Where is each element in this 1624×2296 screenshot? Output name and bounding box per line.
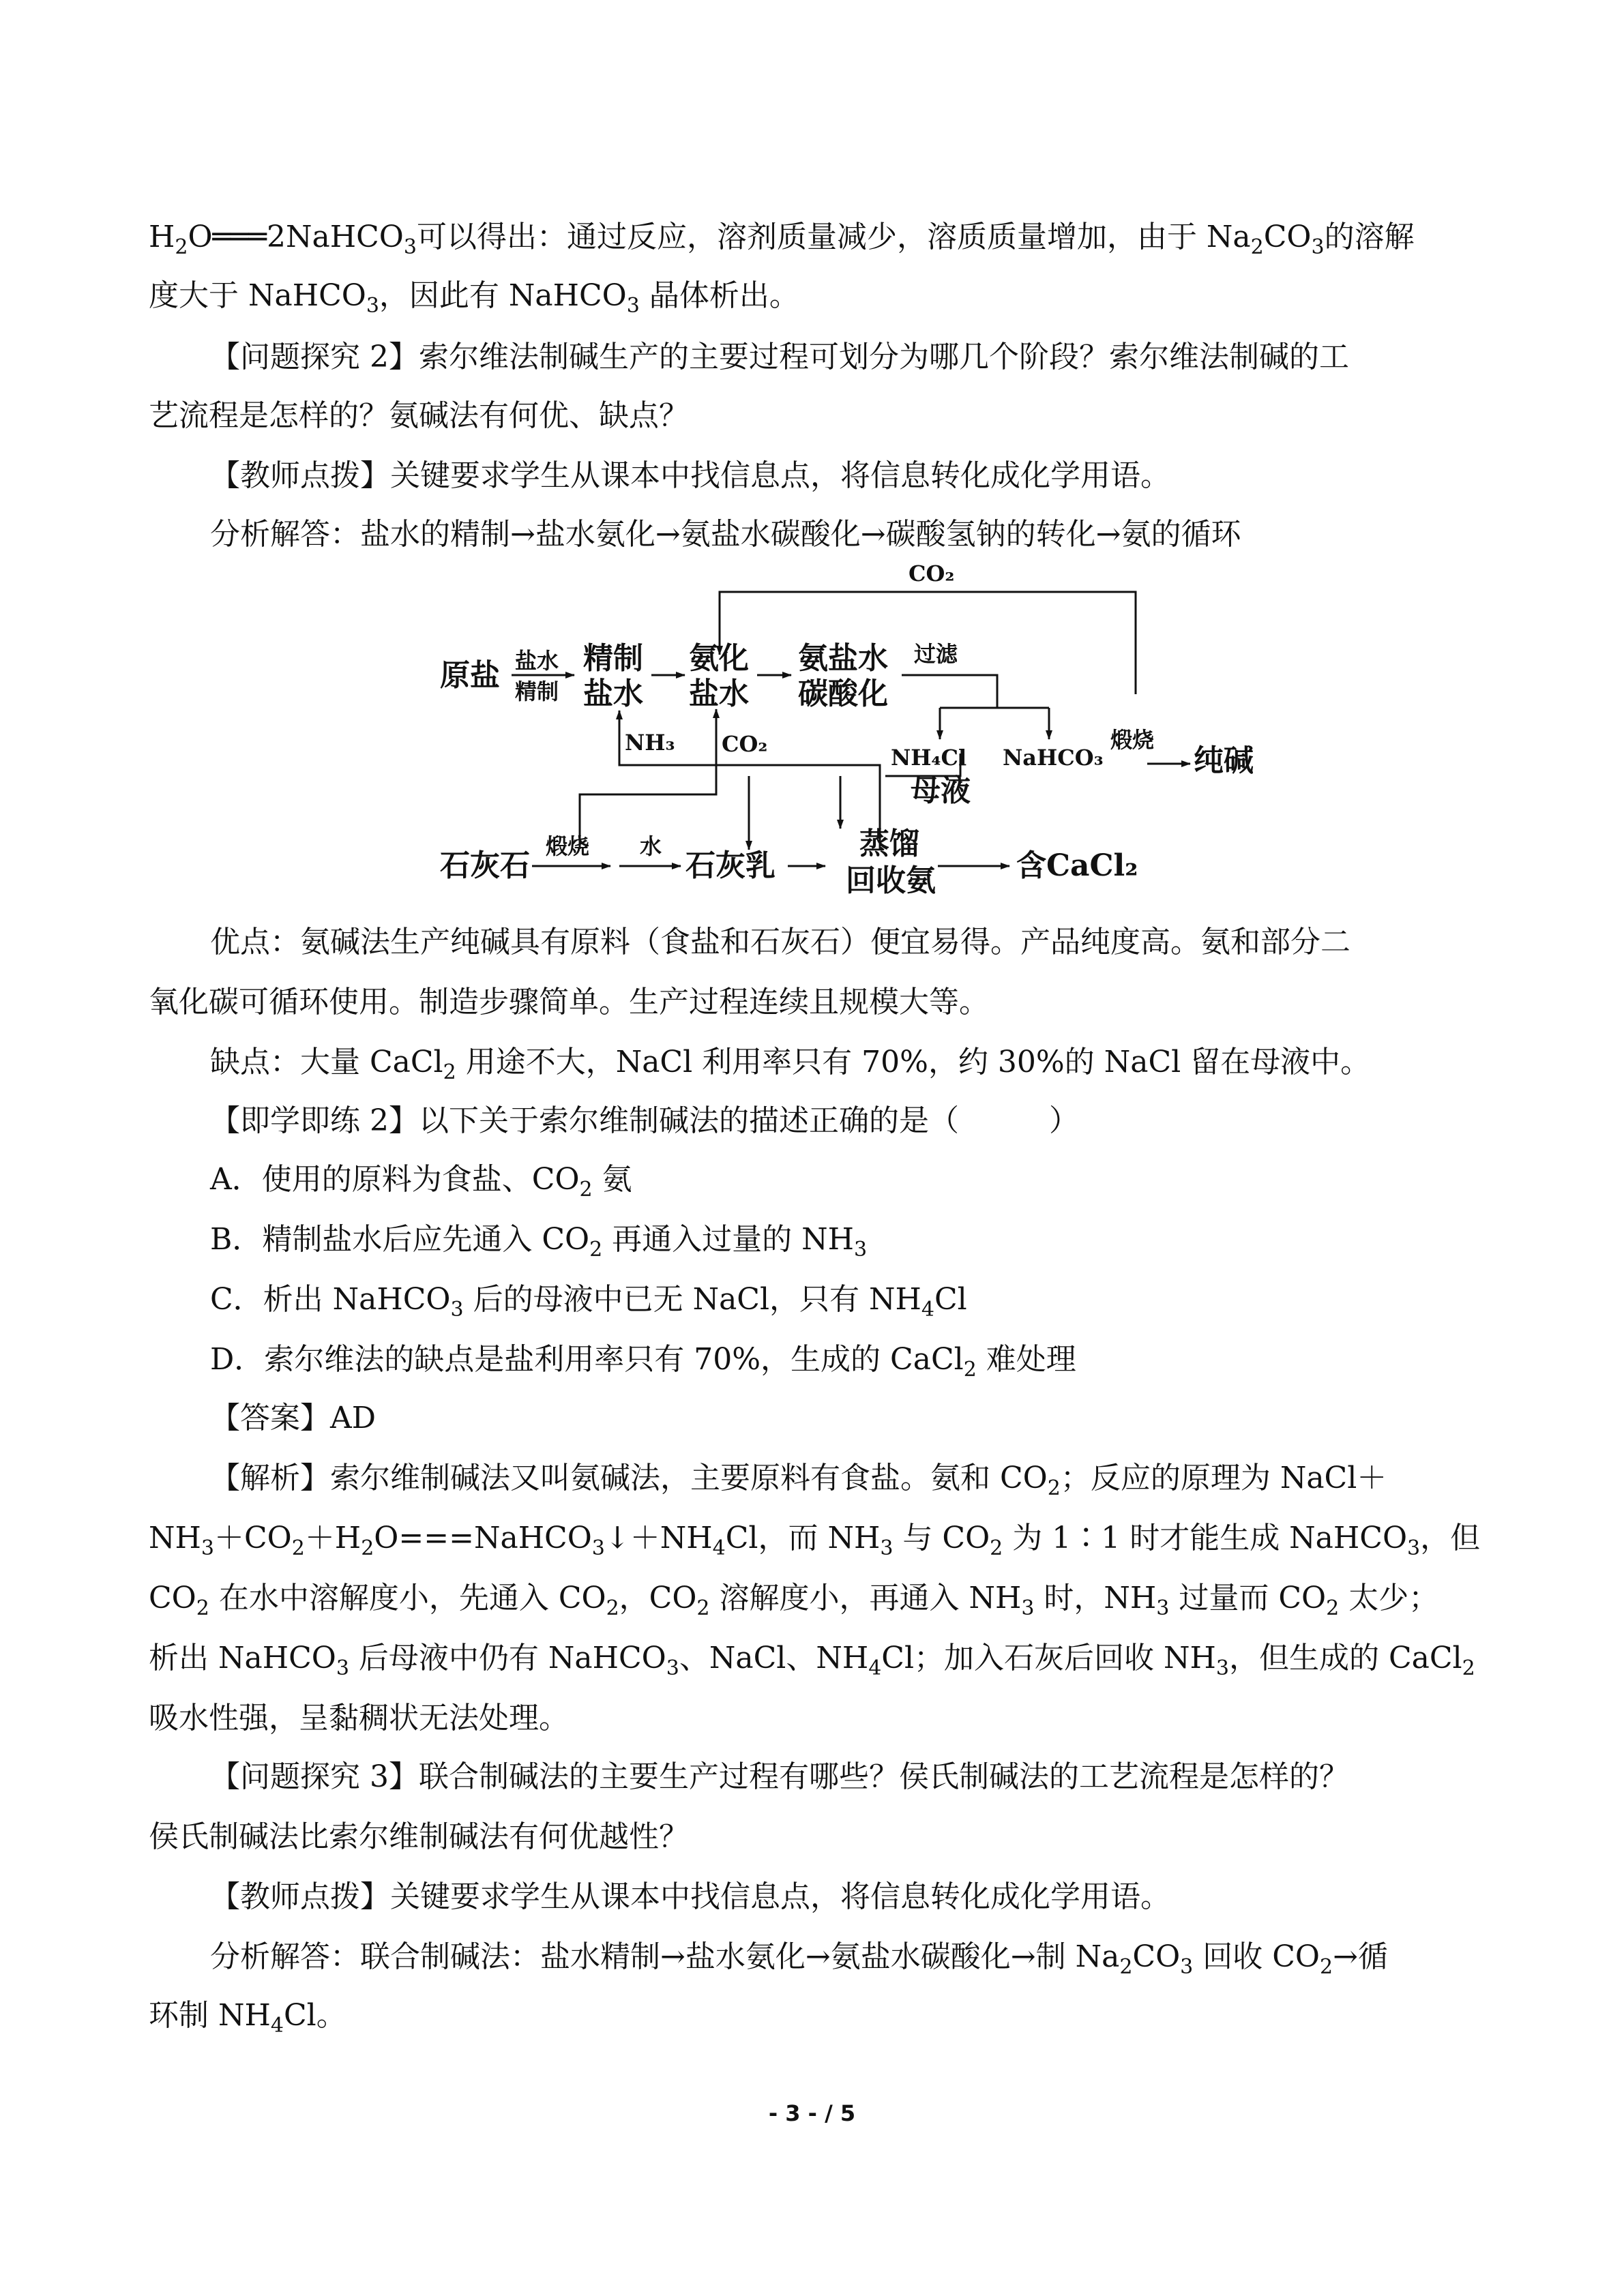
advantages-1: 优点：氨碱法生产纯碱具有原料（食盐和石灰石）便宜易得。产品纯度高。氨和部分二: [210, 925, 1350, 959]
question-3: 【问题探究 3】联合制碱法的主要生产过程有哪些？侯氏制碱法的工艺流程是怎样的？: [210, 1759, 1349, 1794]
label-distill: 蒸馏: [859, 826, 919, 861]
solvay-process-diagram: [409, 559, 1296, 900]
analysis-2-cont: 环制 $NH_4Cl$。: [149, 1998, 346, 2038]
label-ammonia-brine: 氨盐水: [798, 641, 888, 676]
analysis-2: 分析解答：联合制碱法：盐水精制→盐水氨化→氨盐水碳酸化→制 $Na_2CO_3$ 回收 $CO_2\to$循: [210, 1939, 1388, 1979]
label-co2-mid: CO₂: [722, 731, 768, 757]
label-raw-salt: 原盐: [440, 658, 500, 693]
text-line-1: $H_2O═══2NaHCO_3$可以得出：通过反应，溶剂质量减少，溶质质量增加，由于 $Na_2CO_3$的溶解: [149, 220, 1415, 259]
option-d: D．索尔维法的缺点是盐利用率只有 70%，生成的 CaCl$_2$ 难处理: [210, 1342, 1076, 1382]
label-water: 水: [640, 833, 662, 859]
label-co2-top: CO₂: [909, 561, 955, 586]
analysis-text-4: 析出 NaHCO$_3$ 后母液中仍有 NaHCO$_3$、NaCl、$NH_4Cl$；加入石灰后回收 $NH_3$，但生成的 CaCl$_2$: [149, 1641, 1475, 1680]
label-calcine-2: 煅烧: [546, 833, 590, 859]
label-carbonation: 碳酸化: [798, 676, 888, 711]
label-lime-milk: 石灰乳: [685, 848, 776, 883]
question-3-cont: 侯氏制碱法比索尔维制碱法有何优越性？: [149, 1819, 689, 1854]
filter-line: [902, 675, 997, 708]
label-cacl2: 含CaCl₂: [1016, 848, 1138, 883]
analysis-text-5: 吸水性强，呈黏稠状无法处理。: [149, 1701, 569, 1735]
page-number: - 3 - / 5: [768, 2100, 856, 2126]
label-nahco3: NaHCO₃: [1003, 745, 1104, 771]
disadvantages: 缺点：大量 CaCl$_2$ 用途不大，NaCl 利用率只有 70%，约 30%的 NaCl 留在母液中。: [210, 1045, 1371, 1084]
analysis-text-1: 【解析】索尔维制碱法又叫氨碱法，主要原料有食盐。氨和 $CO_2$；反应的原理为 NaCl＋: [210, 1461, 1387, 1500]
label-limestone: 石灰石: [440, 848, 530, 883]
label-nh3: NH₃: [625, 730, 675, 756]
analysis-1: 分析解答：盐水的精制→盐水氨化→氨盐水碳酸化→碳酸氢钠的转化→氨的循环: [210, 517, 1241, 552]
exercise-2: 【即学即练 2】以下关于索尔维制碱法的描述正确的是（ ）: [210, 1103, 1079, 1138]
analysis-text-2: $NH_3+CO_2+H_2O===NaHCO_3↓+NH_4Cl$，而 $NH_3$ 与 $CO_2$ 为 1∶1 时才能生成 NaHCO$_3$，但: [149, 1521, 1481, 1560]
text-line-2: 度大于 NaHCO$_3$，因此有 NaHCO$_3$ 晶体析出。: [149, 278, 799, 318]
label-mother-liquor: 母液: [911, 773, 971, 808]
advantages-2: 氧化碳可循环使用。制造步骤简单。生产过程连续且规模大等。: [149, 985, 989, 1019]
option-c: C．析出 NaHCO$_3$ 后的母液中已无 NaCl，只有 $NH_4Cl$: [210, 1282, 967, 1322]
label-soda-ash: 纯碱: [1194, 743, 1254, 778]
analysis-text-3: $CO_2$ 在水中溶解度小，先通入 $CO_2$，$CO_2$ 溶解度小，再通入 $NH_3$ 时，$NH_3$ 过量而 $CO_2$ 太少；: [149, 1581, 1439, 1620]
label-ammoniation: 氨化: [689, 641, 749, 676]
label-brine-small: 盐水: [515, 648, 559, 674]
label-brine: 盐水: [583, 676, 643, 711]
label-nh4cl: NH₄Cl: [891, 745, 967, 771]
answer: 【答案】AD: [210, 1401, 377, 1435]
question-2-cont: 艺流程是怎样的？氨碱法有何优、缺点？: [149, 398, 689, 433]
option-b: B．精制盐水后应先通入 $CO_2$ 再通入过量的 $NH_3$: [210, 1222, 868, 1262]
label-calcine-1: 煅烧: [1110, 727, 1155, 753]
option-a: A．使用的原料为食盐、$CO_2$ 氨: [210, 1162, 632, 1202]
label-recover-ammonia: 回收氨: [846, 863, 936, 898]
label-filter: 过滤: [914, 641, 958, 667]
label-refine-small: 精制: [515, 679, 559, 704]
question-2: 【问题探究 2】索尔维法制碱生产的主要过程可划分为哪几个阶段？索尔维法制碱的工: [210, 340, 1349, 374]
teacher-tip-2: 【教师点拨】关键要求学生从课本中找信息点，将信息转化成化学用语。: [210, 1879, 1170, 1914]
teacher-tip-1: 【教师点拨】关键要求学生从课本中找信息点，将信息转化成化学用语。: [210, 458, 1170, 493]
label-brine-2: 盐水: [689, 676, 749, 711]
label-refined: 精制: [583, 641, 643, 676]
